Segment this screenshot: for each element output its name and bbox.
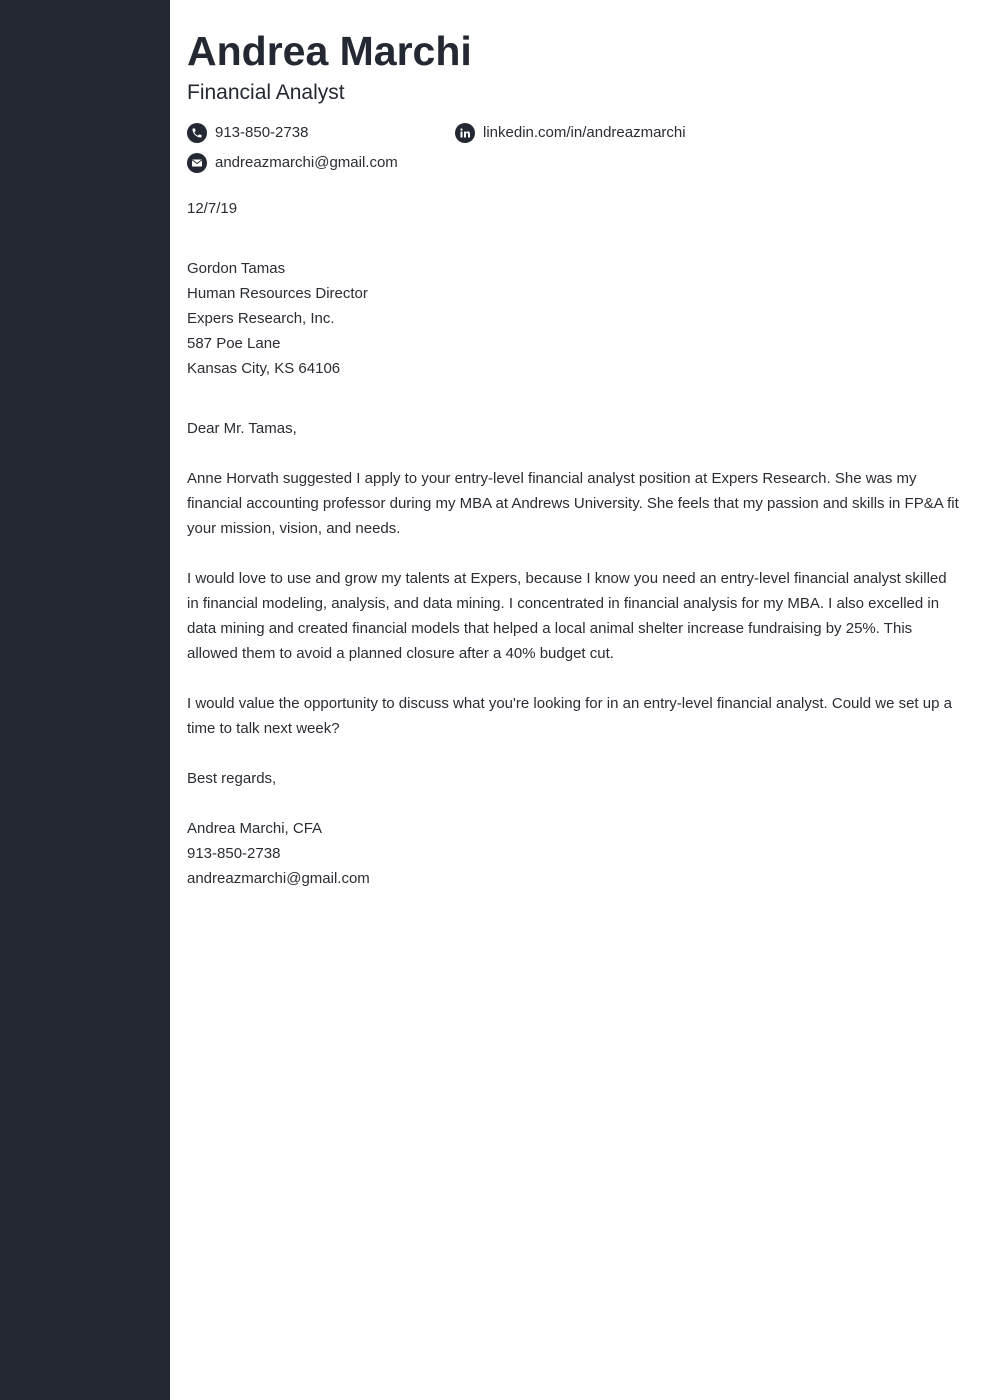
signature-email: andreazmarchi@gmail.com: [187, 870, 370, 887]
recipient-street: 587 Poe Lane: [187, 335, 281, 352]
contact-phone: [187, 123, 308, 143]
applicant-name: Andrea Marchi: [187, 28, 472, 74]
recipient-title: Human Resources Director: [187, 285, 368, 302]
email-text: andreazmarchi@gmail.com: [215, 154, 398, 171]
sidebar: [0, 0, 170, 1400]
linkedin-text: linkedin.com/in/andreazmarchi: [483, 124, 686, 141]
body-paragraph-1: Anne Horvath suggested I apply to your entry-level financial analyst position at Expers Research. She was my financial accounting professor during my MBA at Andrews University. She feels that my passion and skills in FP&A fit your mission, vision, and needs.: [187, 470, 959, 537]
recipient-city: Kansas City, KS 64106: [187, 360, 341, 377]
signature-name: Andrea Marchi, CFA: [187, 820, 323, 837]
linkedin-icon: [455, 123, 475, 143]
body-paragraph-3: I would value the opportunity to discuss what you're looking for in an entry-level financial analyst. Could we set up a time to talk next week?: [187, 695, 952, 737]
contact-email: [187, 153, 398, 173]
recipient-name: Gordon Tamas: [187, 260, 286, 277]
salutation: Dear Mr. Tamas,: [187, 420, 297, 437]
phone-text: 913-850-2738: [215, 124, 309, 141]
body-paragraph-2: I would love to use and grow my talents at Expers, because I know you need an entry-level financial analyst skilled in financial modeling, analysis, and data mining. I concentrated in financial analysis for my MBA. I also excelled in data mining and created financial models that helped a local animal shelter increase fundraising by 25%. This allowed them to avoid a planned closure after a 40% budget cut.: [187, 570, 947, 662]
applicant-job-title: Financial Analyst: [187, 81, 345, 104]
email-icon: [187, 153, 207, 173]
letter-date: 12/7/19: [187, 200, 238, 217]
signature-phone: 913-850-2738: [187, 845, 281, 862]
phone-icon: [187, 123, 207, 143]
recipient-company: Expers Research, Inc.: [187, 310, 335, 327]
closing: Best regards,: [187, 770, 277, 787]
contact-linkedin: [455, 123, 686, 143]
